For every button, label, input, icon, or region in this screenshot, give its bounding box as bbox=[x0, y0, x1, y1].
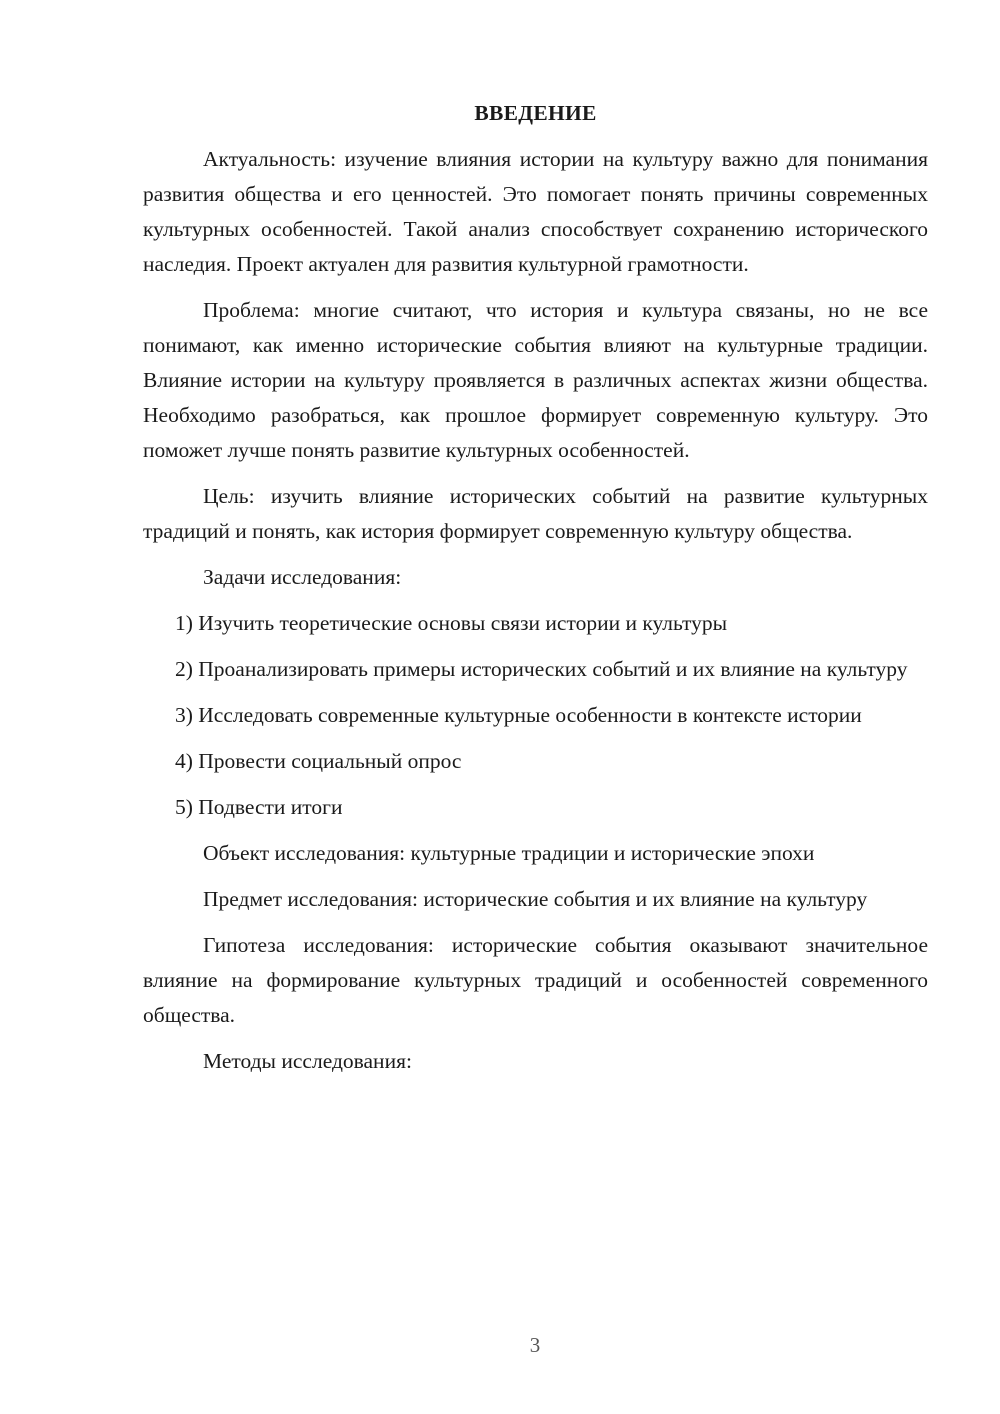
relevance-paragraph: Актуальность: изучение влияния истории на культуру важно для понимания развития общества и его ценностей. Это помогает понять причины современных культурных особенностей. Такой анализ способствует сохранению исторического наследия. Проект актуален для развития культурной грамотности. bbox=[143, 147, 928, 276]
task-item: 4) Провести социальный опрос bbox=[175, 749, 462, 773]
goal-paragraph: Цель: изучить влияние исторических событий на развитие культурных традиций и понять, как история формирует современную культуру общества. bbox=[143, 484, 928, 543]
document-page bbox=[143, 96, 928, 1090]
task-item: 5) Подвести итоги bbox=[175, 795, 343, 819]
methods-heading: Методы исследования: bbox=[203, 1049, 412, 1073]
tasks-heading: Задачи исследования: bbox=[203, 565, 402, 589]
page-title: ВВЕДЕНИЕ bbox=[474, 101, 597, 125]
task-item: 2) Проанализировать примеры исторических событий и их влияние на культуру bbox=[175, 657, 908, 681]
task-item: 1) Изучить теоретические основы связи истории и культуры bbox=[175, 611, 728, 635]
object-paragraph: Объект исследования: культурные традиции и исторические эпохи bbox=[203, 841, 815, 865]
subject-paragraph: Предмет исследования: исторические события и их влияние на культуру bbox=[203, 887, 868, 911]
task-item: 3) Исследовать современные культурные особенности в контексте истории bbox=[175, 703, 862, 727]
page-number: 3 bbox=[529, 1333, 541, 1357]
hypothesis-paragraph: Гипотеза исследования: исторические события оказывают значительное влияние на формирование культурных традиций и особенностей современного общества. bbox=[143, 933, 928, 1027]
problem-paragraph: Проблема: многие считают, что история и культура связаны, но не все понимают, как именно исторические события влияют на культурные традиции. Влияние истории на культуру проявляется в различных аспектах жизни общества. Необходимо разобраться, как прошлое формирует современную культуру. Это поможет лучше понять развитие культурных особенностей. bbox=[143, 298, 928, 462]
